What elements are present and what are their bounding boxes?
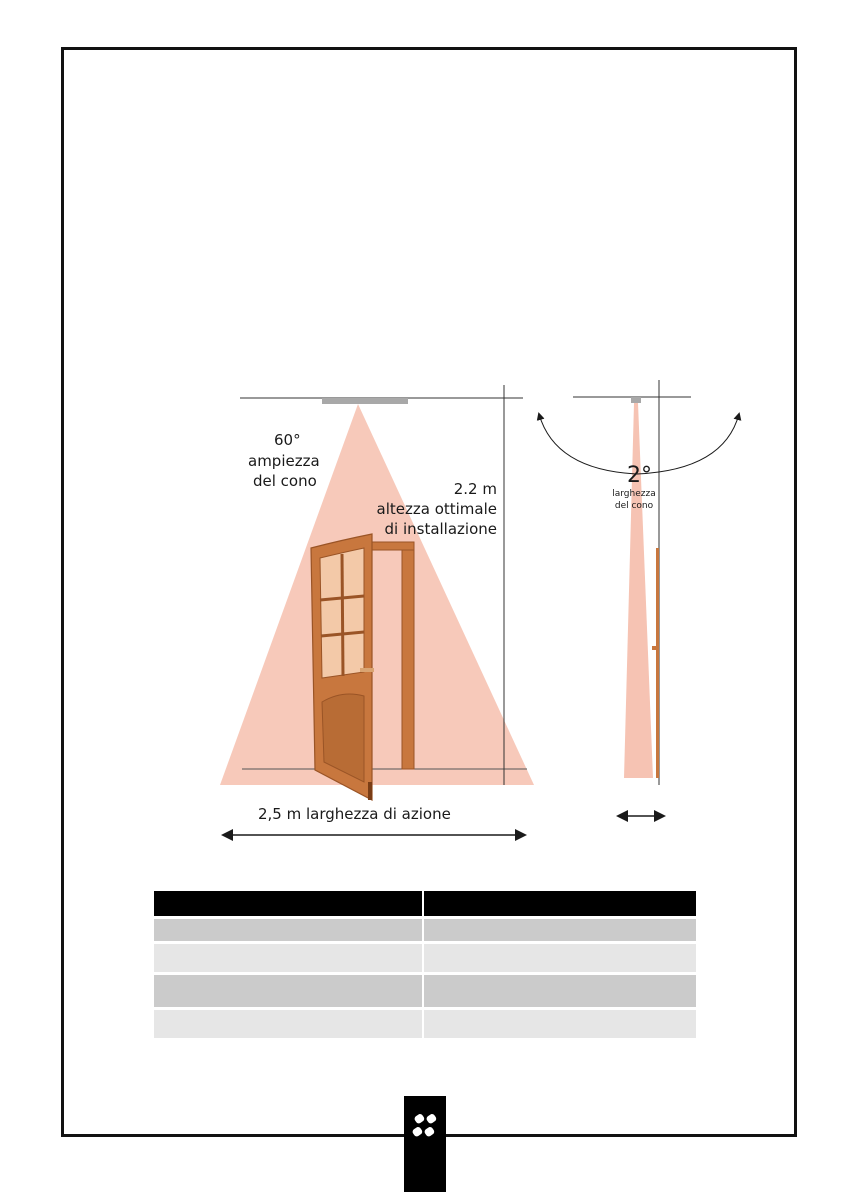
sensor-front bbox=[322, 398, 408, 404]
table-header-cell bbox=[424, 891, 696, 916]
height-label-2: di installazione bbox=[384, 520, 497, 538]
side-view bbox=[539, 380, 739, 816]
table-cell bbox=[154, 919, 422, 941]
front-view bbox=[220, 385, 534, 835]
height-label-1: altezza ottimale bbox=[376, 500, 497, 518]
front-cone-angle: 60° bbox=[274, 431, 301, 449]
table-cell bbox=[424, 975, 696, 1007]
front-cone-label-1: ampiezza bbox=[248, 452, 320, 470]
side-door-handle-icon bbox=[652, 646, 656, 650]
door-frame-top bbox=[372, 542, 414, 550]
table-cell bbox=[424, 1010, 696, 1038]
table-cell bbox=[154, 944, 422, 972]
spec-table bbox=[154, 888, 696, 1041]
detection-cone-side bbox=[624, 403, 653, 778]
door-threshold bbox=[368, 782, 372, 800]
table-header-cell bbox=[154, 891, 422, 916]
table-cell bbox=[424, 919, 696, 941]
side-door-edge bbox=[656, 548, 659, 778]
width-label: 2,5 m larghezza di azione bbox=[258, 805, 451, 823]
height-value: 2.2 m bbox=[453, 480, 497, 498]
table-row bbox=[154, 919, 696, 941]
table-row bbox=[154, 975, 696, 1007]
side-cone-angle: 2° bbox=[627, 463, 652, 488]
table-header-row bbox=[154, 891, 696, 916]
table-cell bbox=[154, 975, 422, 1007]
side-cone-label-1: larghezza bbox=[612, 489, 656, 499]
side-cone-label-2: del cono bbox=[614, 501, 654, 511]
door-mullion bbox=[342, 554, 343, 676]
door-handle-icon bbox=[360, 668, 374, 672]
door-frame-right bbox=[402, 547, 414, 769]
table-row bbox=[154, 944, 696, 972]
table-row bbox=[154, 1010, 696, 1038]
logo-tab bbox=[404, 1096, 446, 1192]
table-cell bbox=[424, 944, 696, 972]
table-cell bbox=[154, 1010, 422, 1038]
sensor-side bbox=[631, 397, 641, 403]
front-cone-label-2: del cono bbox=[253, 472, 317, 490]
brand-logo-icon bbox=[404, 1106, 446, 1146]
